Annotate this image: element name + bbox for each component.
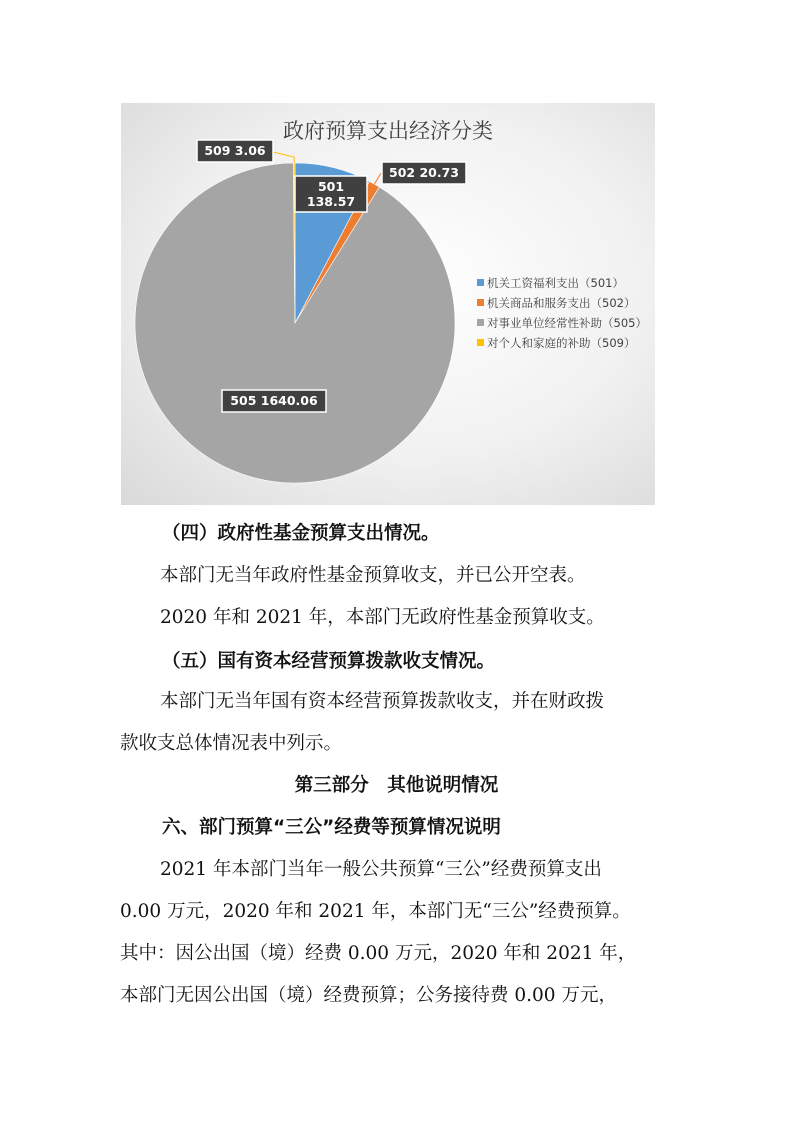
paragraph: 2021 年本部门当年一般公共预算“三公”经费预算支出 [160,859,602,880]
data-label-502: 502 20.73 [389,165,459,180]
legend-swatch-501 [477,279,484,286]
data-label-501: 138.57 [306,194,356,209]
legend-label-501: 机关工资福利支出（501） [487,276,624,290]
legend-label-502: 机关商品和服务支出（502） [487,296,636,310]
part-title: 第三部分 其他说明情况 [294,775,499,796]
paragraph: 其中：因公出国（境）经费 0.00 万元，2020 年和 2021 年， [120,943,637,964]
pie-chart-svg [121,103,655,505]
legend-label-509: 对个人和家庭的补助（509） [487,336,636,350]
paragraph: 本部门无当年政府性基金预算收支，并已公开空表。 [160,565,586,586]
paragraph: 本部门无因公出国（境）经费预算；公务接待费 0.00 万元， [120,985,617,1006]
legend-swatch-509 [477,339,484,346]
leader-line-502 [374,173,382,184]
data-label-509: 509 3.06 [204,143,266,158]
legend-label-505: 对事业单位经常性补助（505） [487,316,647,330]
section-heading-5: （五）国有资本经营预算拨款收支情况。 [162,651,496,672]
paragraph: 0.00 万元，2020 年和 2021 年，本部门无“三公”经费预算。 [120,901,631,922]
data-label-501: 501 [317,179,345,194]
data-label-505: 505 1640.06 [230,393,318,408]
chart-title: 政府预算支出经济分类 [283,119,493,143]
legend-swatch-505 [477,319,484,326]
paragraph: 本部门无当年国有资本经营预算拨款收支，并在财政拨 [160,691,605,712]
leader-line-509 [273,152,294,163]
paragraph: 2020 年和 2021 年，本部门无政府性基金预算收支。 [160,607,605,628]
legend-swatch-502 [477,299,484,306]
section-heading-4: （四）政府性基金预算支出情况。 [162,523,440,544]
paragraph: 款收支总体情况表中列示。 [120,733,343,754]
pie-chart [121,103,655,505]
section-heading-6: 六、部门预算“三公”经费等预算情况说明 [162,817,501,838]
